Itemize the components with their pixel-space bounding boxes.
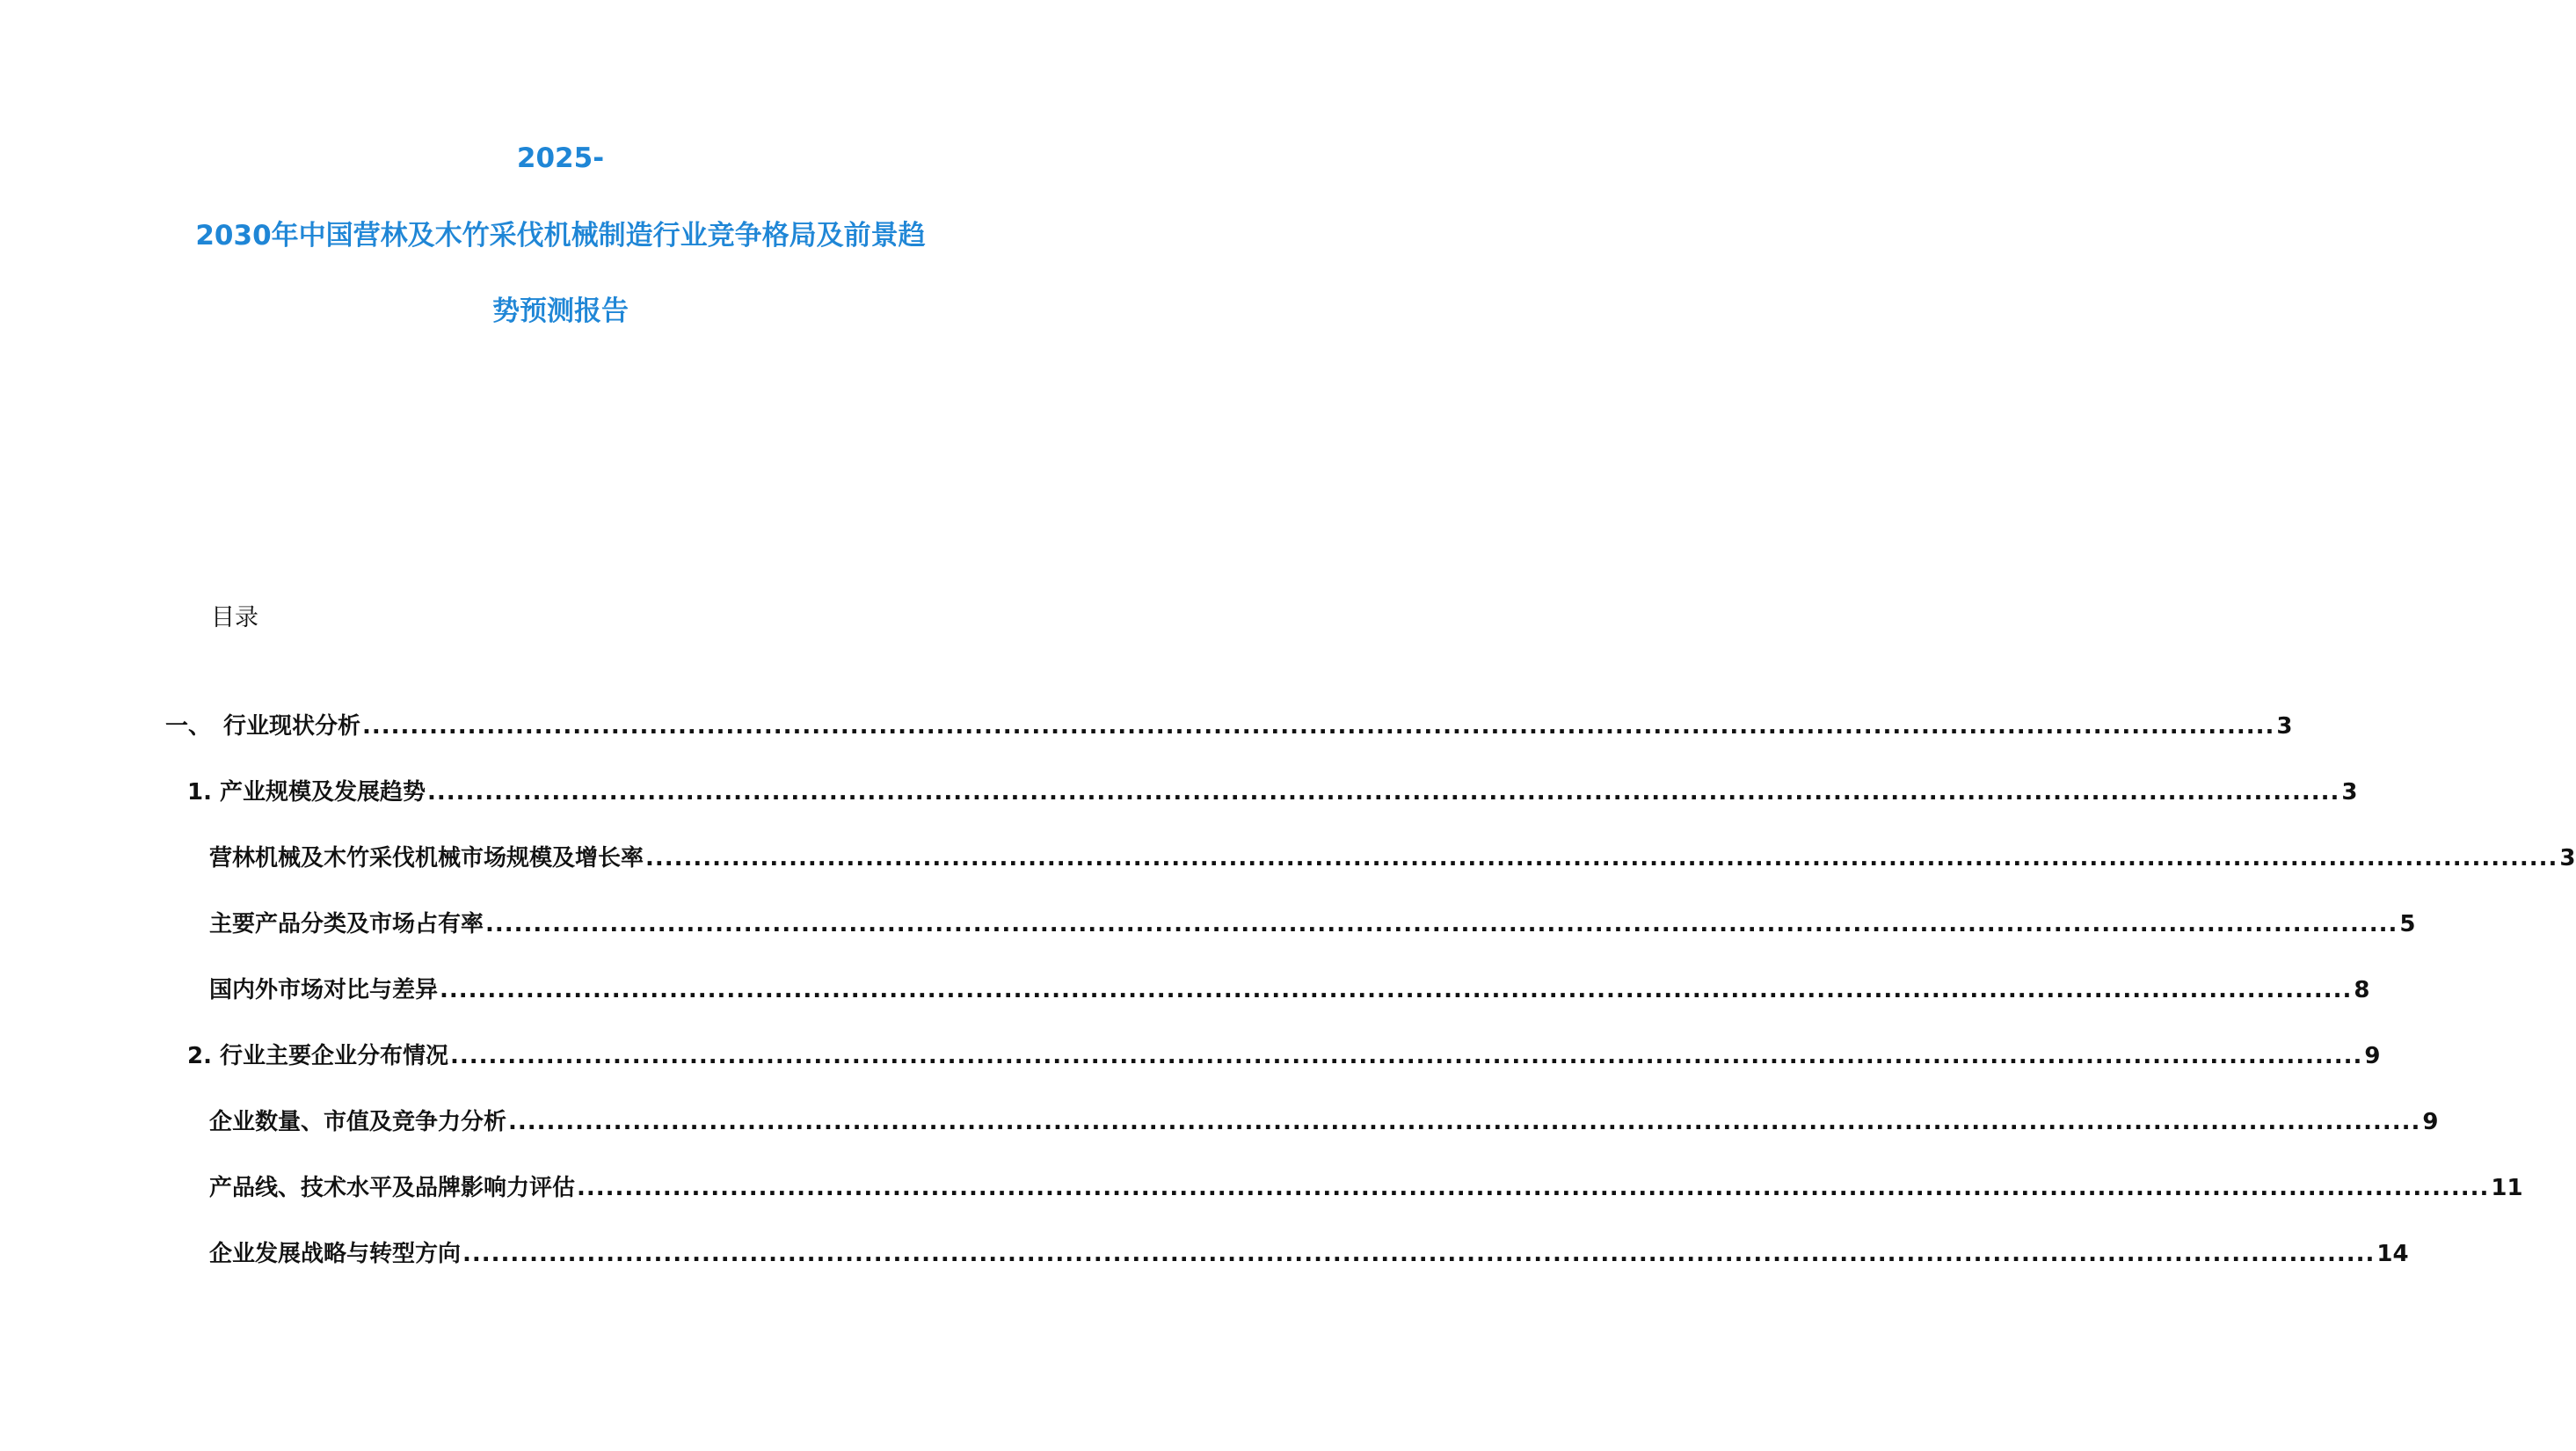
toc-entry-label: 企业数量、市值及竞争力分析	[209, 1109, 507, 1135]
toc-entry-label: 主要产品分类及市场占有率	[209, 911, 484, 937]
toc-entry-page: 14	[2376, 1241, 2409, 1267]
toc-entry-label: 1. 产业规模及发展趋势	[187, 779, 426, 806]
toc-dot-leader: ........................................................................................................................................................................................................	[577, 1175, 2490, 1201]
toc-entry-label: 国内外市场对比与差异	[209, 977, 439, 1003]
toc-dot-leader: ........................................................................................................................................................................................................	[645, 845, 2558, 871]
toc-entry-label: 营林机械及木竹采伐机械市场规模及增长率	[209, 845, 644, 871]
toc-entry-page: 5	[2399, 911, 2416, 937]
toc-entry-label: 企业发展战略与转型方向	[209, 1241, 462, 1267]
toc-dot-leader: ........................................................................................................................................................................................................	[440, 977, 2353, 1003]
toc-entry[interactable]	[209, 1236, 2409, 1272]
toc-heading: 目录	[211, 604, 258, 631]
toc-dot-leader: ........................................................................................................................................................................................................	[450, 1043, 2363, 1069]
toc-entry-label: 产品线、技术水平及品牌影响力评估	[209, 1175, 576, 1201]
toc-entry[interactable]	[209, 1105, 2439, 1140]
toc-entry-label: 2. 行业主要企业分布情况	[187, 1043, 449, 1069]
toc-entry[interactable]	[187, 1039, 2381, 1074]
toc-entry-page: 3	[2341, 779, 2358, 806]
toc-entry-page: 9	[2422, 1109, 2439, 1135]
toc-entry-page: 3	[2276, 713, 2293, 740]
toc-dot-leader: ........................................................................................................................................................................................................	[462, 1241, 2376, 1267]
toc-dot-leader: ........................................................................................................................................................................................................	[362, 713, 2275, 740]
toc-dot-leader: ........................................................................................................................................................................................................	[485, 911, 2398, 937]
toc-entry[interactable]	[209, 1170, 2523, 1206]
toc-entry-page: 8	[2354, 977, 2370, 1003]
toc-dot-leader: ........................................................................................................................................................................................................	[508, 1109, 2421, 1135]
report-title-line-2: 2030年中国营林及木竹采伐机械制造行业竞争格局及前景趋	[195, 220, 926, 252]
toc-entry[interactable]	[187, 775, 2358, 810]
toc-entry-page: 3	[2559, 845, 2576, 871]
toc-entry[interactable]	[209, 841, 2576, 876]
report-title-line-3: 势预测报告	[492, 295, 629, 327]
report-title-line-1: 2025-	[516, 142, 605, 174]
toc-entry[interactable]	[209, 973, 2370, 1008]
toc-entry-label: 行业现状分析	[223, 713, 361, 740]
toc-entry[interactable]	[165, 709, 2293, 744]
toc-entry-page: 11	[2491, 1175, 2523, 1201]
toc-dot-leader: ........................................................................................................................................................................................................	[427, 779, 2340, 806]
toc-entry-page: 9	[2364, 1043, 2381, 1069]
toc-entry-prefix: 一、	[165, 713, 212, 740]
toc-entry[interactable]	[209, 907, 2416, 942]
